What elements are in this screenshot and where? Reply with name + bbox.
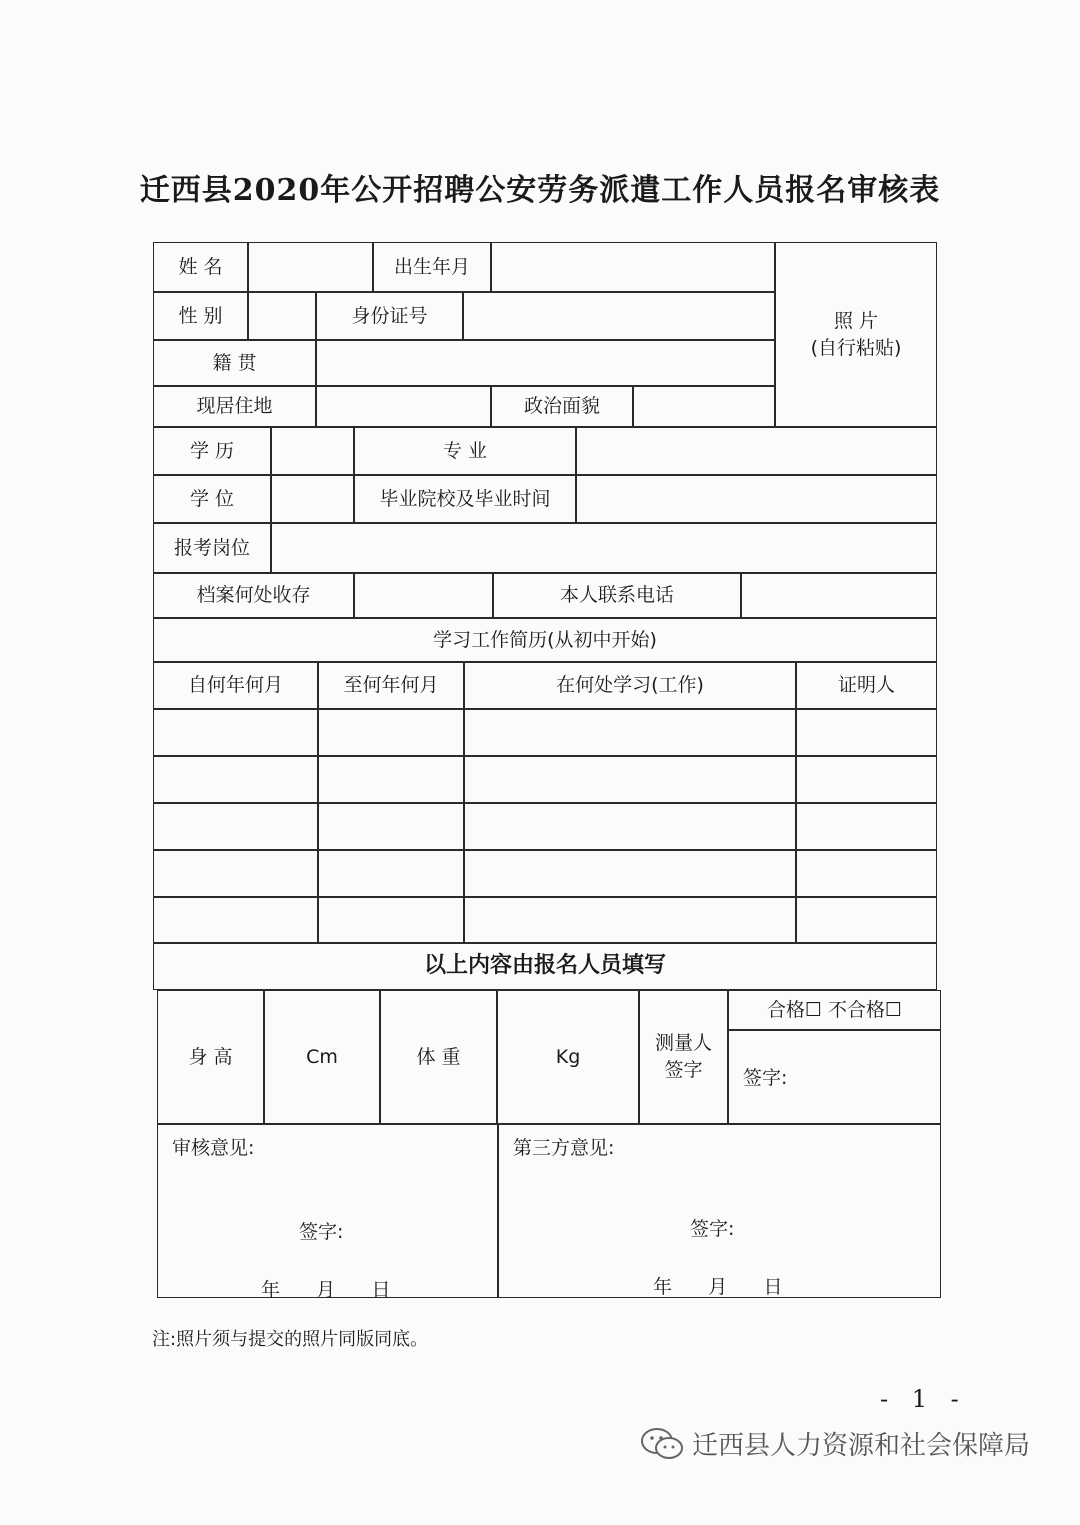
archive-field[interactable] — [354, 573, 493, 618]
third-date: 年 月 日 — [653, 1276, 783, 1298]
resume-cell[interactable] — [318, 897, 464, 943]
gender-field[interactable] — [248, 292, 316, 340]
birth-field[interactable] — [491, 242, 775, 292]
id-number-label: 身份证号 — [316, 292, 463, 340]
resume-cell[interactable] — [464, 709, 796, 756]
school-label: 毕业院校及毕业时间 — [354, 475, 576, 523]
page-number: - 1 - — [880, 1385, 967, 1413]
political-label: 政治面貌 — [491, 386, 633, 427]
resume-cell[interactable] — [464, 850, 796, 897]
resume-cell[interactable] — [318, 756, 464, 803]
height-label: 身 高 — [157, 990, 264, 1124]
resume-cell[interactable] — [796, 803, 937, 850]
photo-hint: (自行粘贴) — [810, 336, 902, 359]
phone-field[interactable] — [741, 573, 937, 618]
resume-col-witness: 证明人 — [796, 662, 937, 709]
audit-sign-label: 签字: — [299, 1221, 344, 1243]
third-sign-label: 签字: — [690, 1218, 735, 1240]
native-place-field[interactable] — [316, 340, 775, 386]
resume-cell[interactable] — [153, 709, 318, 756]
name-field[interactable] — [248, 242, 373, 292]
gender-label: 性 别 — [153, 292, 248, 340]
wechat-icon — [640, 1427, 684, 1461]
fill-notice: 以上内容由报名人员填写 — [153, 943, 937, 990]
measurer-label-line2: 签字 — [664, 1059, 703, 1081]
resume-cell[interactable] — [318, 850, 464, 897]
resume-cell[interactable] — [153, 803, 318, 850]
residence-field[interactable] — [316, 386, 491, 427]
audit-opinion-label: 审核意见: — [172, 1137, 255, 1159]
school-field[interactable] — [576, 475, 937, 523]
major-field[interactable] — [576, 427, 937, 475]
resume-cell[interactable] — [464, 897, 796, 943]
political-field[interactable] — [633, 386, 775, 427]
measurer-signature[interactable]: 签字: — [728, 1030, 941, 1124]
form-title: 迁西县2020年公开招聘公安劳务派遣工作人员报名审核表 — [139, 173, 941, 208]
resume-cell[interactable] — [796, 850, 937, 897]
measurer-label-line1: 测量人 — [654, 1032, 712, 1055]
resume-cell[interactable] — [796, 756, 937, 803]
name-label: 姓 名 — [153, 242, 248, 292]
position-field[interactable] — [271, 523, 937, 573]
weight-unit[interactable]: Kg — [497, 990, 639, 1124]
resume-cell[interactable] — [796, 897, 937, 943]
resume-cell[interactable] — [153, 850, 318, 897]
footer-account-name: 迁西县人力资源和社会保障局 — [692, 1431, 1031, 1461]
resume-cell[interactable] — [796, 709, 937, 756]
photo-label: 照 片 — [833, 309, 879, 332]
audit-date: 年 月 日 — [261, 1279, 391, 1301]
resume-cell[interactable] — [464, 756, 796, 803]
photo-note: 注:照片须与提交的照片同版同底。 — [152, 1329, 429, 1350]
photo-box — [775, 242, 937, 427]
archive-label: 档案何处收存 — [153, 573, 354, 618]
footer-watermark — [640, 1425, 1030, 1462]
third-party-opinion-label: 第三方意见: — [513, 1137, 615, 1159]
registration-form — [153, 242, 937, 1301]
native-place-label: 籍 贯 — [153, 340, 316, 386]
resume-col-from: 自何年何月 — [153, 662, 318, 709]
position-label: 报考岗位 — [153, 523, 271, 573]
qualified-checkboxes[interactable]: 合格☐ 不合格☐ — [728, 990, 941, 1030]
phone-label: 本人联系电话 — [493, 573, 741, 618]
audit-opinion-box[interactable] — [157, 1124, 498, 1298]
height-unit[interactable]: Cm — [264, 990, 380, 1124]
resume-cell[interactable] — [464, 803, 796, 850]
degree-label: 学 位 — [153, 475, 271, 523]
resume-cell[interactable] — [318, 709, 464, 756]
resume-cell[interactable] — [153, 756, 318, 803]
resume-cell[interactable] — [153, 897, 318, 943]
birth-label: 出生年月 — [373, 242, 491, 292]
education-field[interactable] — [271, 427, 354, 475]
resume-heading: 学习工作简历(从初中开始) — [153, 618, 937, 662]
education-label: 学 历 — [153, 427, 271, 475]
resume-col-place: 在何处学习(工作) — [464, 662, 796, 709]
measurer-label — [639, 990, 728, 1124]
degree-field[interactable] — [271, 475, 354, 523]
major-label: 专 业 — [354, 427, 576, 475]
id-number-field[interactable] — [463, 292, 775, 340]
resume-col-to: 至何年何月 — [318, 662, 464, 709]
residence-label: 现居住地 — [153, 386, 316, 427]
resume-cell[interactable] — [318, 803, 464, 850]
weight-label: 体 重 — [380, 990, 497, 1124]
